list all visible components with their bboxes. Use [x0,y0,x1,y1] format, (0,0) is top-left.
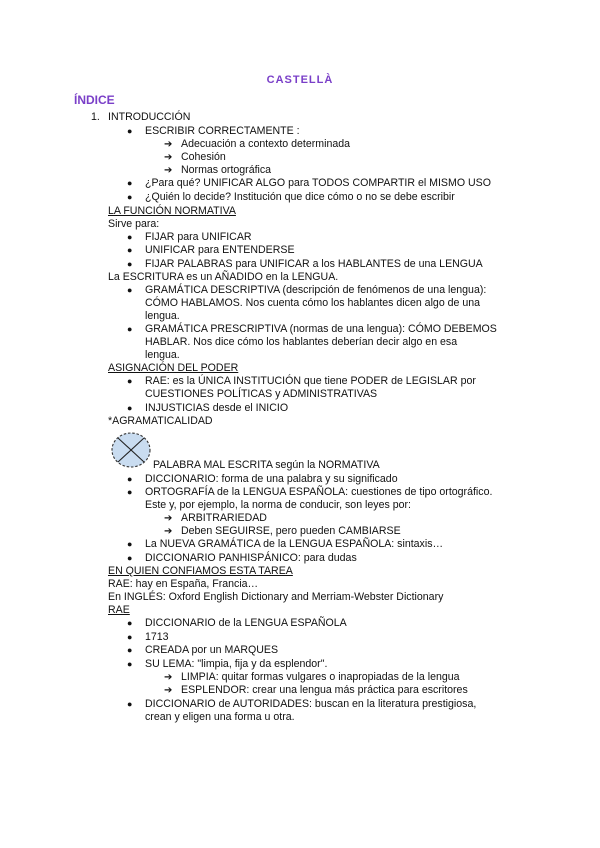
list-item-continuation: HABLAR. Nos dice cómo los hablantes deberían decir algo en esa [145,336,458,348]
bullet: ● [127,632,133,642]
list-item: INJUSTICIAS desde el INICIO [145,402,289,414]
list-item: GRAMÁTICA PRESCRIPTIVA (normas de una lengua): CÓMO DEBEMOS [145,323,497,335]
list-number: 1. [91,111,100,123]
list-item: FIJAR PALABRAS para UNIFICAR a los HABLANTES de una LENGUA [145,258,483,270]
list-item: Cohesión [181,151,226,163]
arrow-icon: ➔ [164,165,173,176]
section-introduccion: INTRODUCCIÓN [108,111,191,123]
list-item-continuation: lengua. [145,349,180,361]
list-item-continuation: lengua. [145,310,180,322]
list-item: FIJAR para UNIFICAR [145,231,252,243]
bullet: ● [127,376,133,386]
list-item: ARBITRARIEDAD [181,512,267,524]
list-item-continuation: CÓMO HABLAMOS. Nos cuenta cómo los hablantes dicen algo de una [145,297,481,309]
paragraph-line: La ESCRITURA es un AÑADIDO en la LENGUA. [108,271,339,283]
list-item: Deben SEGUIRSE, pero pueden CAMBIARSE [181,525,401,537]
paragraph-line: En INGLÉS: Oxford English Dictionary and Merriam-Webster Dictionary [108,591,444,603]
paragraph-line: Sirve para: [108,218,160,230]
bullet: ● [127,126,133,136]
list-item: DICCIONARIO de la LENGUA ESPAÑOLA [145,617,347,629]
list-item: ¿Quién lo decide? Institución que dice cómo o no se debe escribir [145,191,455,203]
arrow-icon: ➔ [164,152,173,163]
list-item: ¿Para qué? UNIFICAR ALGO para TODOS COMPARTIR el MISMO USO [145,177,491,189]
bullet: ● [127,259,133,269]
list-item: UNIFICAR para ENTENDERSE [145,244,295,256]
bullet: ● [127,699,133,709]
section-heading: RAE [108,604,130,616]
bullet: ● [127,659,133,669]
arrow-icon: ➔ [164,513,173,524]
bullet: ● [127,553,133,563]
list-item: RAE: es la ÚNICA INSTITUCIÓN que tiene PODER de LEGISLAR por [145,375,476,387]
list-item: La NUEVA GRAMÁTICA de la LENGUA ESPAÑOLA: sintaxis… [145,538,444,550]
list-item: CREADA por un MARQUES [145,644,279,656]
bullet: ● [127,285,133,295]
arrow-icon: ➔ [164,672,173,683]
section-heading: LA FUNCIÓN NORMATIVA [108,205,236,217]
bullet: ● [127,232,133,242]
bullet: ● [127,645,133,655]
bullet: ● [127,487,133,497]
document-title: CASTELLÀ [266,74,334,86]
bullet: ● [127,403,133,413]
crossed-circle-icon [110,430,154,470]
bullet: ● [127,474,133,484]
arrow-icon: ➔ [164,139,173,150]
list-item: SU LEMA: "limpia, fija y da esplendor". [145,658,328,670]
section-heading: EN QUIEN CONFIAMOS ESTA TAREA [108,565,293,577]
list-item: DICCIONARIO: forma de una palabra y su significado [145,473,398,485]
bullet: ● [127,192,133,202]
index-heading: ÍNDICE [74,93,115,107]
list-item: ESPLENDOR: crear una lengua más práctica para escritores [181,684,468,696]
paragraph-line: *AGRAMATICALIDAD [108,415,213,427]
list-item: GRAMÁTICA DESCRIPTIVA (descripción de fenómenos de una lengua): [145,284,487,296]
list-item: LIMPIA: quitar formas vulgares o inapropiadas de la lengua [181,671,460,683]
bullet: ● [127,324,133,334]
list-item: Adecuación a contexto determinada [181,138,351,150]
list-item: DICCIONARIO de AUTORIDADES: buscan en la literatura prestigiosa, [145,698,477,710]
bullet: ● [127,178,133,188]
list-item: DICCIONARIO PANHISPÁNICO: para dudas [145,552,357,564]
list-item: ORTOGRAFÍA de la LENGUA ESPAÑOLA: cuestiones de tipo ortográfico. [145,486,493,498]
bullet: ● [127,539,133,549]
section-heading: ASIGNACIÓN DEL PODER [108,362,239,374]
list-item-continuation: crean y eligen una forma u otra. [145,711,295,723]
list-item: 1713 [145,631,169,643]
paragraph-line: RAE: hay en España, Francia… [108,578,259,590]
arrow-icon: ➔ [164,526,173,537]
bullet: ● [127,245,133,255]
arrow-icon: ➔ [164,685,173,696]
list-item: ESCRIBIR CORRECTAMENTE : [145,125,300,137]
bullet: ● [127,618,133,628]
list-item-continuation: Este y, por ejemplo, la norma de conducir, son leyes por: [145,499,411,511]
paragraph-line: PALABRA MAL ESCRITA según la NORMATIVA [153,459,380,471]
list-item-continuation: CUESTIONES POLÍTICAS y ADMINISTRATIVAS [145,388,378,400]
list-item: Normas ortográfica [181,164,272,176]
